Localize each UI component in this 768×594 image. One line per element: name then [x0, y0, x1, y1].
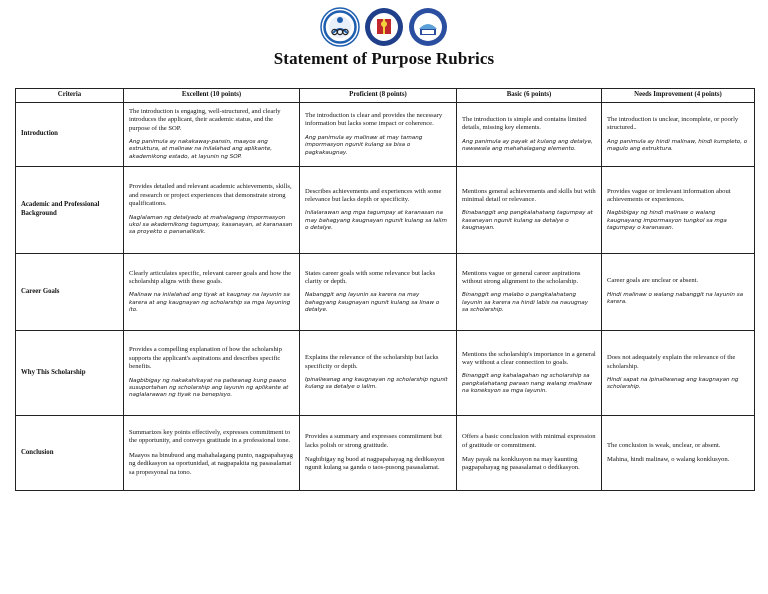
rubric-cell: Describes achievements and experiences with some relevance but lacks depth or specificity. Inilalarawan ang mga tagumpay at karanasan na may bahagyang kaugnayan ngunit kulang sa lalim o detalye.	[300, 167, 457, 254]
rubric-cell: The introduction is clear and provides the necessary information but lacks some impact or coherence. Ang panimula ay malinaw at may tamang impormasyon ngunit kulang sa bisa o pagkakaugnay.	[300, 103, 457, 167]
table-row	[16, 416, 755, 491]
header-basic: Basic (6 points)	[457, 89, 602, 103]
logo-row	[0, 7, 768, 47]
rubric-cell: Mentions the scholarship's importance in a general way without a clear connection to goals. Binanggit ang kahalagahan ng scholarship sa pangkalahatang paraan nang walang malinaw na koneksyon sa mga layunin.	[457, 331, 602, 416]
rubric-cell: The introduction is simple and contains limited details, missing key elements. Ang panimula ay payak at kulang ang detalye, nawawala ang mahahalagang elemento.	[457, 103, 602, 167]
header-criteria: Criteria	[16, 89, 124, 103]
table-row	[16, 331, 755, 416]
rubric-cell: Offers a basic conclusion with minimal expression of gratitude or commitment. May payak na konklusyon na may kaunting pagpapahayag ng pasasalamat o dedikasyon.	[457, 416, 602, 491]
rubric-cell: States career goals with some relevance but lacks clarity or depth. Nabanggit ang layunin sa karera na may bahagyang kaugnayan ngunit kulang sa linaw o detalye.	[300, 254, 457, 331]
rubric-cell: Provides detailed and relevant academic achievements, skills, and research or project experiences that demonstrate strong qualifications. Naglalaman ng detalyado at mahalagang impormasyon ukol sa akademikong tagumpay, kasanayan, at karanasan sa proyekto o pananaliksik.	[124, 167, 300, 254]
criteria-cell: Introduction	[16, 103, 124, 167]
criteria-cell: Conclusion	[16, 416, 124, 491]
rubric-cell: Mentions general achievements and skills but with minimal detail or relevance. Binabanggit ang pangkalahatang tagumpay at kasanayan ngunit kulang sa detalye o kaugnayan.	[457, 167, 602, 254]
rubric-cell: The conclusion is weak, unclear, or absent. Mahina, hindi malinaw, o walang konklusyon.	[602, 416, 755, 491]
rubric-cell: The introduction is unclear, incomplete, or poorly structured.. Ang panimula ay hindi malinaw, hindi kumpleto, o magulo ang estruktura.	[602, 103, 755, 167]
rubric-cell: Clearly articulates specific, relevant career goals and how the scholarship aligns with these goals. Malinaw na inilalahad ang tiyak at kaugnay na layunin sa karera at ang kaugnayan ng scholarship sa mga layuning ito.	[124, 254, 300, 331]
header-row	[16, 89, 755, 103]
rubric-table	[15, 88, 755, 491]
page-title: Statement of Purpose Rubrics	[273, 49, 495, 68]
deped-logo-icon	[320, 7, 360, 47]
rubric-cell: The introduction is engaging, well-structured, and clearly introduces the applicant, their academic status, and the purpose of the SOP. Ang panimula ay nakakaway-pansin, maayos ang estruktura, at malinaw na inilalahad ang aplikante, akademikong estado, at layunin ng SOP.	[124, 103, 300, 167]
criteria-cell: Career Goals	[16, 254, 124, 331]
header-needs-improvement: Needs Improvement (4 points)	[602, 89, 755, 103]
division-seal-icon	[364, 7, 404, 47]
rubric-cell: Provides vague or irrelevant information about achievements or experiences. Nagbibigay ng hindi malinaw o walang kaugnayang impormasyon tungkol sa mga tagumpay o karanasan.	[602, 167, 755, 254]
rubric-cell: Summarizes key points effectively, expresses commitment to the opportunity, and conveys gratitude in a professional tone. Maayos na binubuod ang mahahalagang punto, nagpapahayag ng dedikasyon sa oportunidad, at nagpapakita ng pasasalamat sa propesyonal na tono.	[124, 416, 300, 491]
table-row	[16, 254, 755, 331]
rubric-cell: Mentions vague or general career aspirations without strong alignment to the scholarship. Binanggit ang malabo o pangkalahatang layunin sa karera na hindi labis na nauugnay sa scholarship.	[457, 254, 602, 331]
header-excellent: Excellent (10 points)	[124, 89, 300, 103]
criteria-cell: Why This Scholarship	[16, 331, 124, 416]
rubric-cell: Does not adequately explain the relevance of the scholarship. Hindi sapat na ipinaliwanag ang kaugnayan ng scholarship.	[602, 331, 755, 416]
rubric-cell: Career goals are unclear or absent. Hindi malinaw o walang nabanggit na layunin sa karera.	[602, 254, 755, 331]
header-proficient: Proficient (8 points)	[300, 89, 457, 103]
rubric-cell: Provides a summary and expresses commitment but lacks polish or strong gratitude. Nagbibigay ng buod at nagpapahayag ng dedikasyon ngunit kulang sa ganda o taos-pusong pasasalamat.	[300, 416, 457, 491]
criteria-cell: Academic and Professional Background	[16, 167, 124, 254]
rubric-cell: Provides a compelling explanation of how the scholarship supports the applicant's aspirations and describes specific benefits. Nagbibigay ng nakakahikayat na paliwanag kung paano susuportahan ng scholarship ang layunin ng aplikante at naglalarawan ng tiyak na benepisyo.	[124, 331, 300, 416]
rubric-cell: Explains the relevance of the scholarship but lacks specificity or depth. Ipinaliwanag ang kaugnayan ng scholarship ngunit kulang sa detalye o lalim.	[300, 331, 457, 416]
table-row	[16, 167, 755, 254]
school-seal-icon	[408, 7, 448, 47]
table-row	[16, 103, 755, 167]
